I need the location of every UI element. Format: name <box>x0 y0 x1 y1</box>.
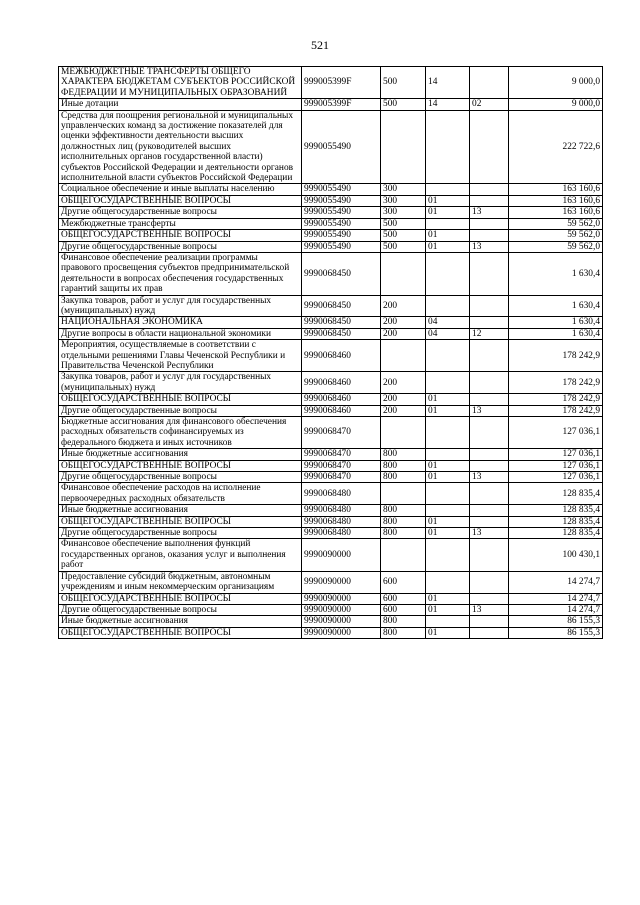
row-expense-type-cell: 300 <box>381 207 426 218</box>
row-expense-type-cell: 800 <box>381 449 426 460</box>
table-row <box>59 417 603 449</box>
row-section-cell: 01 <box>426 405 470 416</box>
row-expense-type-cell: 800 <box>381 460 426 471</box>
row-amount-cell: 127 036,1 <box>509 472 603 483</box>
table-row <box>59 195 603 206</box>
row-section-cell <box>426 252 470 295</box>
row-target-article-cell: 9990068470 <box>302 449 381 460</box>
row-subsection-cell <box>470 460 509 471</box>
row-subsection-cell <box>470 340 509 372</box>
row-subsection-cell: 13 <box>470 241 509 252</box>
row-subsection-cell: 13 <box>470 405 509 416</box>
row-section-cell: 01 <box>426 516 470 527</box>
row-expense-type-cell: 200 <box>381 372 426 394</box>
row-name-cell: ОБЩЕГОСУДАРСТВЕННЫЕ ВОПРОСЫ <box>59 516 302 527</box>
table-row <box>59 516 603 527</box>
row-expense-type-cell: 800 <box>381 505 426 516</box>
row-subsection-cell <box>470 218 509 229</box>
row-amount-cell: 59 562,0 <box>509 218 603 229</box>
table-row <box>59 483 603 505</box>
row-amount-cell: 1 630,4 <box>509 328 603 339</box>
row-name-cell: Иные дотации <box>59 99 302 110</box>
budget-table-body <box>59 67 603 639</box>
row-amount-cell: 128 835,4 <box>509 483 603 505</box>
row-expense-type-cell <box>381 539 426 571</box>
row-name-cell: Другие общегосударственные вопросы <box>59 528 302 539</box>
table-row <box>59 340 603 372</box>
row-section-cell: 01 <box>426 195 470 206</box>
row-subsection-cell <box>470 67 509 99</box>
row-name-cell: НАЦИОНАЛЬНАЯ ЭКОНОМИКА <box>59 317 302 328</box>
row-name-cell: Финансовое обеспечение реализации программы правового просвещения субъектов предпринимательской деятельности в вопросах обеспечения государственных гарантий защиты их прав <box>59 252 302 295</box>
table-row <box>59 539 603 571</box>
row-amount-cell: 163 160,6 <box>509 184 603 195</box>
row-amount-cell: 178 242,9 <box>509 405 603 416</box>
budget-table <box>58 66 603 639</box>
row-name-cell: Бюджетные ассигнования для финансового обеспечения расходных обязательств софинансируемых из федерального бюджета и иных источников <box>59 417 302 449</box>
row-target-article-cell: 9990068450 <box>302 328 381 339</box>
row-name-cell: Закупка товаров, работ и услуг для государственных (муниципальных) нужд <box>59 372 302 394</box>
row-expense-type-cell: 600 <box>381 604 426 615</box>
row-name-cell: Предоставление субсидий бюджетным, автономным учреждениям и иным некоммерческим организациям <box>59 571 302 593</box>
row-subsection-cell <box>470 184 509 195</box>
row-name-cell: Финансовое обеспечение расходов на исполнение первоочередных расходных обязательств <box>59 483 302 505</box>
table-row <box>59 505 603 516</box>
row-amount-cell: 1 630,4 <box>509 317 603 328</box>
row-name-cell: Другие вопросы в области национальной экономики <box>59 328 302 339</box>
row-expense-type-cell: 800 <box>381 528 426 539</box>
row-subsection-cell <box>470 417 509 449</box>
row-amount-cell: 1 630,4 <box>509 252 603 295</box>
row-subsection-cell <box>470 394 509 405</box>
row-target-article-cell: 9990055490 <box>302 241 381 252</box>
row-expense-type-cell: 500 <box>381 241 426 252</box>
row-subsection-cell: 13 <box>470 472 509 483</box>
table-row <box>59 252 603 295</box>
row-name-cell: МЕЖБЮДЖЕТНЫЕ ТРАНСФЕРТЫ ОБЩЕГО ХАРАКТЕРА БЮДЖЕТАМ СУБЪЕКТОВ РОССИЙСКОЙ ФЕДЕРАЦИИ И МУНИЦИПАЛЬНЫХ ОБРАЗОВАНИЙ <box>59 67 302 99</box>
row-section-cell <box>426 417 470 449</box>
row-subsection-cell: 13 <box>470 528 509 539</box>
row-expense-type-cell: 200 <box>381 394 426 405</box>
row-section-cell: 04 <box>426 328 470 339</box>
table-row <box>59 67 603 99</box>
row-target-article-cell: 9990068460 <box>302 394 381 405</box>
row-section-cell <box>426 218 470 229</box>
table-row <box>59 99 603 110</box>
row-target-article-cell: 9990090000 <box>302 593 381 604</box>
row-expense-type-cell: 300 <box>381 184 426 195</box>
row-section-cell <box>426 110 470 184</box>
table-row <box>59 218 603 229</box>
row-subsection-cell: 13 <box>470 604 509 615</box>
table-row <box>59 571 603 593</box>
table-row <box>59 616 603 627</box>
row-expense-type-cell: 500 <box>381 67 426 99</box>
row-expense-type-cell <box>381 252 426 295</box>
row-expense-type-cell: 800 <box>381 516 426 527</box>
row-subsection-cell <box>470 110 509 184</box>
row-name-cell: ОБЩЕГОСУДАРСТВЕННЫЕ ВОПРОСЫ <box>59 627 302 638</box>
row-subsection-cell <box>470 505 509 516</box>
row-name-cell: Другие общегосударственные вопросы <box>59 207 302 218</box>
row-target-article-cell: 9990068480 <box>302 528 381 539</box>
row-section-cell <box>426 571 470 593</box>
row-subsection-cell <box>470 539 509 571</box>
row-name-cell: Финансовое обеспечение выполнения функций государственных органов, оказания услуг и выполнения работ <box>59 539 302 571</box>
row-expense-type-cell <box>381 110 426 184</box>
row-section-cell: 14 <box>426 99 470 110</box>
table-row <box>59 593 603 604</box>
row-target-article-cell: 9990068480 <box>302 516 381 527</box>
row-subsection-cell <box>470 252 509 295</box>
row-name-cell: Другие общегосударственные вопросы <box>59 241 302 252</box>
row-target-article-cell: 9990055490 <box>302 230 381 241</box>
row-section-cell: 01 <box>426 528 470 539</box>
row-name-cell: Иные бюджетные ассигнования <box>59 505 302 516</box>
row-subsection-cell <box>470 295 509 317</box>
row-expense-type-cell: 500 <box>381 230 426 241</box>
table-row <box>59 460 603 471</box>
row-subsection-cell <box>470 449 509 460</box>
row-section-cell: 01 <box>426 207 470 218</box>
row-subsection-cell <box>470 571 509 593</box>
page-number: 521 <box>311 38 329 52</box>
row-amount-cell: 128 835,4 <box>509 516 603 527</box>
row-subsection-cell <box>470 593 509 604</box>
row-name-cell: Другие общегосударственные вопросы <box>59 472 302 483</box>
row-name-cell: Другие общегосударственные вопросы <box>59 405 302 416</box>
row-target-article-cell: 999005399F <box>302 99 381 110</box>
row-section-cell: 01 <box>426 604 470 615</box>
row-subsection-cell <box>470 317 509 328</box>
table-row <box>59 241 603 252</box>
row-subsection-cell <box>470 627 509 638</box>
row-amount-cell: 178 242,9 <box>509 394 603 405</box>
row-amount-cell: 59 562,0 <box>509 230 603 241</box>
row-section-cell <box>426 184 470 195</box>
row-target-article-cell: 9990068450 <box>302 252 381 295</box>
table-row <box>59 317 603 328</box>
row-target-article-cell: 9990068460 <box>302 340 381 372</box>
table-row <box>59 394 603 405</box>
row-subsection-cell <box>470 516 509 527</box>
row-section-cell: 01 <box>426 230 470 241</box>
row-expense-type-cell: 800 <box>381 627 426 638</box>
row-name-cell: ОБЩЕГОСУДАРСТВЕННЫЕ ВОПРОСЫ <box>59 460 302 471</box>
table-row <box>59 110 603 184</box>
row-expense-type-cell: 600 <box>381 593 426 604</box>
row-target-article-cell: 9990090000 <box>302 604 381 615</box>
row-target-article-cell: 9990068470 <box>302 472 381 483</box>
row-section-cell: 14 <box>426 67 470 99</box>
row-target-article-cell: 9990055490 <box>302 218 381 229</box>
row-name-cell: Межбюджетные трансферты <box>59 218 302 229</box>
row-target-article-cell: 9990090000 <box>302 539 381 571</box>
table-row <box>59 449 603 460</box>
row-subsection-cell: 12 <box>470 328 509 339</box>
row-section-cell: 01 <box>426 460 470 471</box>
row-section-cell <box>426 505 470 516</box>
table-row <box>59 372 603 394</box>
row-target-article-cell: 9990055490 <box>302 195 381 206</box>
table-row <box>59 472 603 483</box>
row-expense-type-cell: 600 <box>381 571 426 593</box>
row-expense-type-cell: 200 <box>381 328 426 339</box>
row-name-cell: Иные бюджетные ассигнования <box>59 449 302 460</box>
table-row <box>59 230 603 241</box>
row-target-article-cell: 9990090000 <box>302 616 381 627</box>
row-amount-cell: 86 155,3 <box>509 616 603 627</box>
row-section-cell: 01 <box>426 241 470 252</box>
row-name-cell: ОБЩЕГОСУДАРСТВЕННЫЕ ВОПРОСЫ <box>59 230 302 241</box>
row-target-article-cell: 9990068480 <box>302 483 381 505</box>
row-expense-type-cell: 200 <box>381 317 426 328</box>
row-target-article-cell: 9990068460 <box>302 405 381 416</box>
row-amount-cell: 100 430,1 <box>509 539 603 571</box>
row-expense-type-cell: 500 <box>381 99 426 110</box>
row-target-article-cell: 9990055490 <box>302 184 381 195</box>
row-target-article-cell: 9990068470 <box>302 417 381 449</box>
row-name-cell: Средства для поощрения региональной и муниципальных управленческих команд за достижение показателей для оценки эффективности деятельности высших должностных лиц (руководителей высших исполнительных органов государственной власти) субъектов Российской Федерации и деятельности органов исполнительной власти субъектов Российской Федерации <box>59 110 302 184</box>
row-target-article-cell: 9990068460 <box>302 372 381 394</box>
row-section-cell <box>426 372 470 394</box>
row-section-cell <box>426 483 470 505</box>
row-amount-cell: 127 036,1 <box>509 460 603 471</box>
row-subsection-cell <box>470 230 509 241</box>
row-subsection-cell <box>470 195 509 206</box>
row-section-cell: 01 <box>426 394 470 405</box>
row-amount-cell: 128 835,4 <box>509 505 603 516</box>
row-name-cell: ОБЩЕГОСУДАРСТВЕННЫЕ ВОПРОСЫ <box>59 593 302 604</box>
row-name-cell: Мероприятия, осуществляемые в соответствии с отдельными решениями Главы Чеченской Республики и Правительства Чеченской Республики <box>59 340 302 372</box>
row-amount-cell: 59 562,0 <box>509 241 603 252</box>
row-expense-type-cell: 800 <box>381 616 426 627</box>
table-row <box>59 184 603 195</box>
row-target-article-cell: 9990055490 <box>302 207 381 218</box>
row-section-cell: 01 <box>426 627 470 638</box>
row-name-cell: Иные бюджетные ассигнования <box>59 616 302 627</box>
row-section-cell <box>426 340 470 372</box>
row-name-cell: Закупка товаров, работ и услуг для государственных (муниципальных) нужд <box>59 295 302 317</box>
table-row <box>59 295 603 317</box>
row-subsection-cell: 13 <box>470 207 509 218</box>
row-name-cell: Другие общегосударственные вопросы <box>59 604 302 615</box>
row-target-article-cell: 999005399F <box>302 67 381 99</box>
row-expense-type-cell <box>381 483 426 505</box>
row-amount-cell: 128 835,4 <box>509 528 603 539</box>
row-name-cell: ОБЩЕГОСУДАРСТВЕННЫЕ ВОПРОСЫ <box>59 394 302 405</box>
row-subsection-cell: 02 <box>470 99 509 110</box>
row-amount-cell: 14 274,7 <box>509 593 603 604</box>
row-section-cell <box>426 295 470 317</box>
row-name-cell: Социальное обеспечение и иные выплаты населению <box>59 184 302 195</box>
table-row <box>59 627 603 638</box>
row-amount-cell: 178 242,9 <box>509 372 603 394</box>
table-row <box>59 207 603 218</box>
row-section-cell <box>426 616 470 627</box>
row-amount-cell: 127 036,1 <box>509 449 603 460</box>
table-row <box>59 528 603 539</box>
row-amount-cell: 127 036,1 <box>509 417 603 449</box>
row-amount-cell: 163 160,6 <box>509 207 603 218</box>
row-section-cell <box>426 449 470 460</box>
row-expense-type-cell <box>381 417 426 449</box>
row-subsection-cell <box>470 616 509 627</box>
row-expense-type-cell <box>381 340 426 372</box>
row-section-cell: 01 <box>426 472 470 483</box>
table-row <box>59 328 603 339</box>
row-target-article-cell: 9990055490 <box>302 110 381 184</box>
row-section-cell: 01 <box>426 593 470 604</box>
row-amount-cell: 9 000,0 <box>509 99 603 110</box>
row-expense-type-cell: 200 <box>381 295 426 317</box>
row-amount-cell: 14 274,7 <box>509 571 603 593</box>
row-section-cell <box>426 539 470 571</box>
row-target-article-cell: 9990090000 <box>302 571 381 593</box>
row-target-article-cell: 9990068470 <box>302 460 381 471</box>
row-subsection-cell <box>470 372 509 394</box>
row-expense-type-cell: 300 <box>381 195 426 206</box>
row-amount-cell: 9 000,0 <box>509 67 603 99</box>
row-amount-cell: 222 722,6 <box>509 110 603 184</box>
row-expense-type-cell: 800 <box>381 472 426 483</box>
row-amount-cell: 86 155,3 <box>509 627 603 638</box>
row-expense-type-cell: 200 <box>381 405 426 416</box>
row-target-article-cell: 9990090000 <box>302 627 381 638</box>
row-target-article-cell: 9990068450 <box>302 295 381 317</box>
row-amount-cell: 1 630,4 <box>509 295 603 317</box>
row-target-article-cell: 9990068480 <box>302 505 381 516</box>
row-expense-type-cell: 500 <box>381 218 426 229</box>
row-amount-cell: 14 274,7 <box>509 604 603 615</box>
table-row <box>59 405 603 416</box>
row-amount-cell: 163 160,6 <box>509 195 603 206</box>
row-target-article-cell: 9990068450 <box>302 317 381 328</box>
row-subsection-cell <box>470 483 509 505</box>
row-name-cell: ОБЩЕГОСУДАРСТВЕННЫЕ ВОПРОСЫ <box>59 195 302 206</box>
row-section-cell: 04 <box>426 317 470 328</box>
row-amount-cell: 178 242,9 <box>509 340 603 372</box>
table-row <box>59 604 603 615</box>
